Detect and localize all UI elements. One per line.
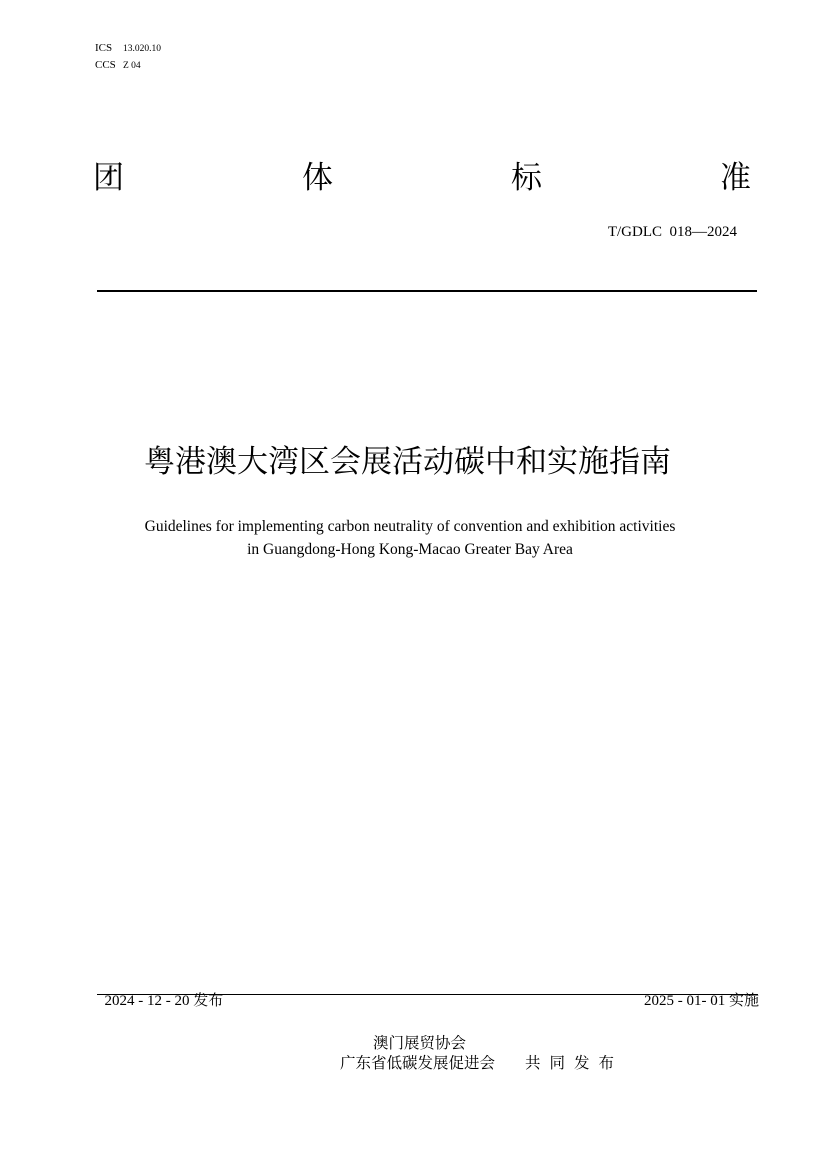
publishers-block	[340, 1033, 623, 1073]
issue-date: 2024 - 12 - 20	[104, 993, 194, 1009]
ccs-label: CCS	[95, 59, 116, 71]
ics-label: ICS	[95, 42, 113, 54]
title-chinese: 粤港澳大湾区会展活动碳中和实施指南	[144, 444, 671, 480]
issue-date-block	[97, 972, 223, 1010]
title-english-line-2: in Guangdong-Hong Kong-Macao Greater Bay Area	[247, 541, 573, 558]
standard-type-char: 体	[302, 160, 333, 196]
publisher-guangdong: 广东省低碳发展促进会	[340, 1054, 496, 1072]
ccs-line	[95, 57, 161, 74]
standard-type-heading	[93, 158, 751, 198]
implement-date: 2025 - 01- 01	[643, 993, 729, 1009]
publisher-macao: 澳门展贸协会	[373, 1034, 467, 1052]
standard-type-char: 团	[93, 160, 124, 196]
standard-number: T/GDLC 018—2024	[607, 224, 737, 240]
issue-label: 发布	[193, 991, 224, 1009]
publisher-row	[340, 1053, 623, 1073]
standard-type-char: 标	[511, 160, 542, 196]
title-english-line-1: Guidelines for implementing carbon neutrality of convention and exhibition activities	[144, 518, 676, 535]
top-divider	[97, 290, 757, 292]
implement-date-block	[636, 972, 759, 1010]
ccs-value: Z 04	[123, 61, 141, 71]
title-english	[60, 515, 760, 561]
ics-line	[95, 40, 161, 57]
implement-label: 实施	[728, 991, 759, 1009]
joint-publish-label: 共同发布	[525, 1054, 624, 1072]
bottom-divider	[97, 994, 758, 995]
ics-value: 13.020.10	[123, 44, 161, 54]
standard-type-char: 准	[720, 160, 751, 196]
classification-block	[95, 40, 161, 74]
